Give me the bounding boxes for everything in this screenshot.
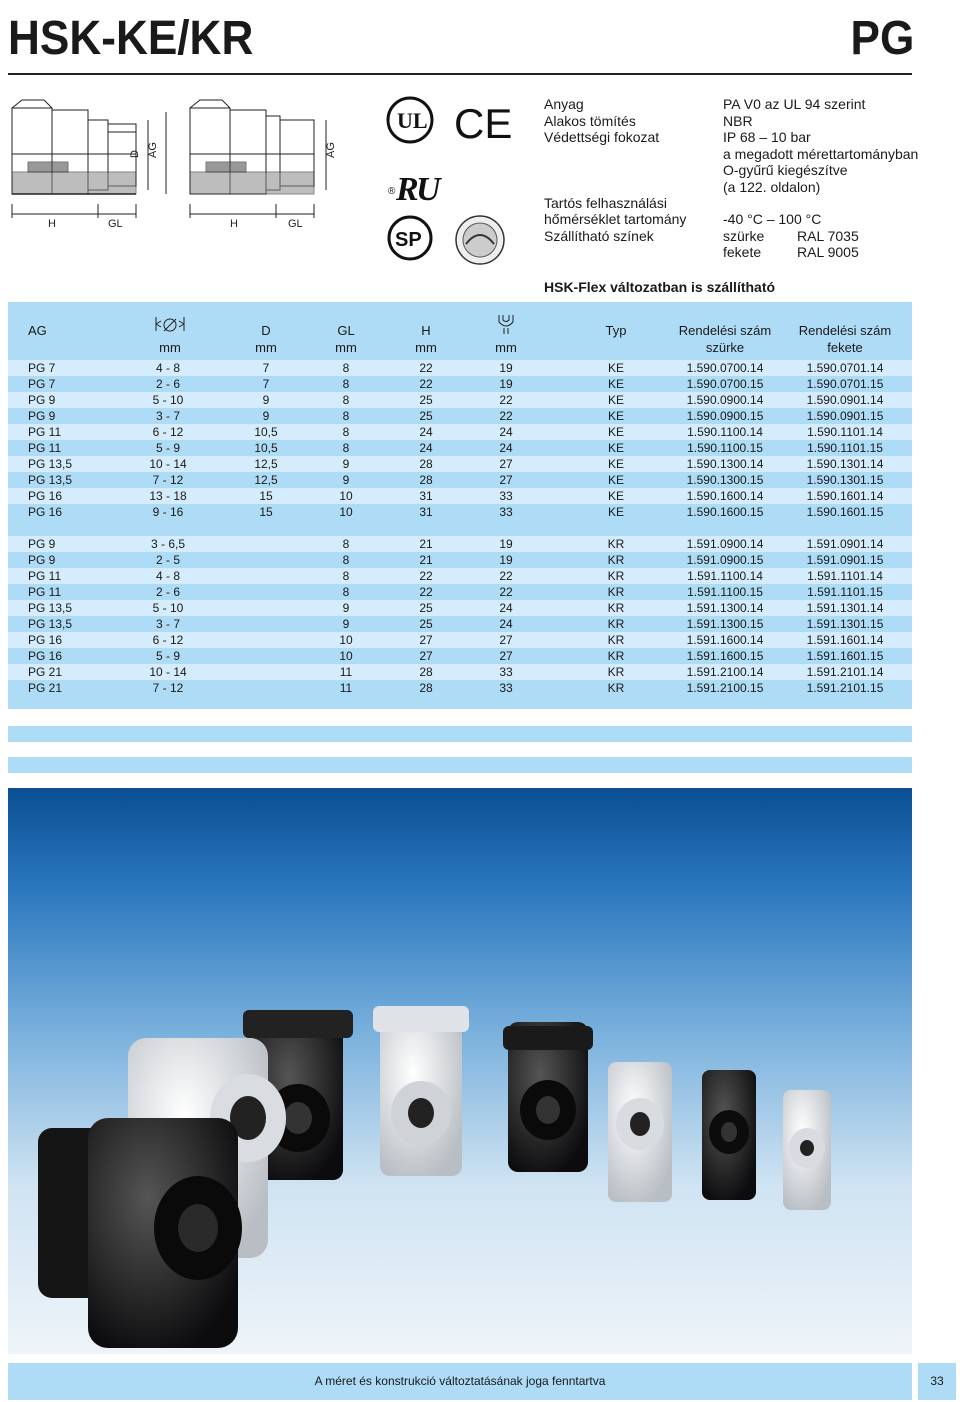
cell-typ: KE bbox=[607, 393, 624, 407]
spec-labels bbox=[544, 96, 686, 244]
color2-name: fekete bbox=[723, 244, 762, 260]
cell-wrench: 19 bbox=[499, 537, 513, 551]
col-subheader-grey: szürke bbox=[705, 340, 745, 355]
cell-ag: PG 16 bbox=[28, 649, 63, 663]
cell-order-black: 1.591.0901.14 bbox=[806, 537, 884, 551]
cell-typ: KE bbox=[607, 489, 624, 503]
cell-wrench: 22 bbox=[499, 569, 513, 583]
cell-gl: 11 bbox=[339, 665, 353, 679]
cell-h: 22 bbox=[419, 569, 433, 583]
cell-h: 28 bbox=[419, 457, 433, 471]
svg-text:U: U bbox=[416, 171, 441, 208]
cell-wrench: 33 bbox=[499, 665, 513, 679]
cell-wrench: 24 bbox=[499, 425, 513, 439]
cell-wrench: 24 bbox=[499, 601, 513, 615]
cell-ag: PG 11 bbox=[28, 569, 62, 583]
cell-order-black: 1.591.0901.15 bbox=[806, 553, 884, 567]
table-row bbox=[8, 568, 912, 584]
cell-h: 21 bbox=[419, 553, 433, 567]
cell-ag: PG 11 bbox=[28, 585, 62, 599]
cell-gl: 9 bbox=[342, 473, 350, 487]
col-unit-gl: mm bbox=[335, 340, 357, 355]
cell-h: 27 bbox=[419, 649, 433, 663]
col-header-gl: GL bbox=[337, 323, 355, 338]
cell-ag: PG 16 bbox=[28, 489, 63, 503]
table-row bbox=[8, 488, 912, 504]
table-row bbox=[8, 424, 912, 440]
marine-approval-seal-icon bbox=[456, 216, 504, 264]
cell-ag: PG 21 bbox=[28, 681, 63, 695]
cell-range: 10 - 14 bbox=[149, 457, 187, 471]
cell-range: 2 - 6 bbox=[155, 585, 180, 599]
cell-gl: 8 bbox=[342, 553, 350, 567]
csa-icon bbox=[389, 217, 431, 259]
cell-wrench: 22 bbox=[499, 393, 513, 407]
protection-note-2: O-gyűrű kiegészítve bbox=[723, 162, 848, 178]
cell-ag: PG 11 bbox=[28, 441, 62, 455]
cell-wrench: 24 bbox=[499, 617, 513, 631]
cell-gl: 9 bbox=[342, 617, 350, 631]
col-header-order-grey: Rendelési szám bbox=[678, 323, 772, 338]
cell-range: 5 - 10 bbox=[152, 601, 184, 615]
cell-h: 22 bbox=[419, 377, 433, 391]
cell-ag: PG 16 bbox=[28, 505, 63, 519]
cell-h: 21 bbox=[419, 537, 433, 551]
cell-h: 25 bbox=[419, 409, 433, 423]
cell-wrench: 19 bbox=[499, 361, 513, 375]
protection-note-1: a megadott mérettartományban bbox=[723, 145, 919, 162]
cell-order-black: 1.591.1301.14 bbox=[806, 601, 884, 615]
cell-order-black: 1.590.0901.15 bbox=[806, 409, 884, 423]
clamping-range-icon bbox=[152, 315, 188, 335]
cell-order-black: 1.590.1301.15 bbox=[806, 473, 884, 487]
cell-order-grey: 1.590.0900.14 bbox=[686, 393, 764, 407]
cell-ag: PG 13,5 bbox=[28, 473, 73, 487]
cell-typ: KE bbox=[607, 409, 624, 423]
cell-wrench: 33 bbox=[499, 489, 513, 503]
cell-ag: PG 21 bbox=[28, 665, 63, 679]
cell-typ: KE bbox=[607, 361, 624, 375]
cell-order-black: 1.590.1601.14 bbox=[806, 489, 884, 503]
cell-order-grey: 1.591.1100.15 bbox=[687, 585, 763, 599]
cell-order-grey: 1.590.1300.14 bbox=[686, 457, 764, 471]
dim-label-gl: GL bbox=[108, 218, 123, 230]
cell-order-grey: 1.591.1300.14 bbox=[686, 601, 764, 615]
flex-note: HSK-Flex változatban is szállítható bbox=[544, 279, 776, 295]
cell-gl: 8 bbox=[342, 377, 350, 391]
cell-h: 27 bbox=[419, 633, 433, 647]
cell-gl: 8 bbox=[342, 409, 350, 423]
table-row bbox=[8, 616, 912, 632]
table-row bbox=[8, 552, 912, 568]
cell-order-black: 1.590.0701.15 bbox=[806, 377, 884, 391]
ce-icon bbox=[454, 100, 512, 147]
table-row bbox=[8, 584, 912, 600]
cell-gl: 8 bbox=[342, 425, 350, 439]
cell-h: 22 bbox=[419, 585, 433, 599]
cell-range: 7 - 12 bbox=[152, 473, 184, 487]
material-value: PA V0 az UL 94 szerint bbox=[723, 96, 866, 112]
cell-d: 12,5 bbox=[254, 473, 278, 487]
cell-gl: 10 bbox=[339, 649, 353, 663]
cell-d: 12,5 bbox=[254, 457, 278, 471]
cell-typ: KR bbox=[607, 537, 625, 551]
cell-d: 15 bbox=[259, 489, 273, 503]
cell-ag: PG 16 bbox=[28, 633, 63, 647]
cell-ag: PG 9 bbox=[28, 553, 56, 567]
cell-typ: KR bbox=[607, 633, 625, 647]
ur-icon bbox=[388, 171, 443, 208]
table-row bbox=[8, 456, 912, 472]
table-row bbox=[8, 392, 912, 408]
cell-d: 9 bbox=[262, 409, 270, 423]
dim-label-ag-kr: AG bbox=[325, 142, 337, 158]
cell-range: 4 - 8 bbox=[155, 361, 180, 375]
spec-values bbox=[723, 96, 918, 261]
cell-d: 10,5 bbox=[254, 425, 278, 439]
cell-wrench: 27 bbox=[499, 473, 513, 487]
cell-range: 9 - 16 bbox=[152, 505, 184, 519]
cell-gl: 8 bbox=[342, 537, 350, 551]
cell-gl: 9 bbox=[342, 601, 350, 615]
svg-text:UL: UL bbox=[397, 108, 428, 133]
cell-order-grey: 1.590.1600.15 bbox=[686, 505, 764, 519]
cable-glands-photo-icon bbox=[8, 788, 912, 1354]
cell-ag: PG 9 bbox=[28, 537, 56, 551]
footer-disclaimer: A méret és konstrukció változtatásának joga fenntartva bbox=[314, 1374, 606, 1388]
cell-order-black: 1.590.1101.15 bbox=[807, 441, 883, 455]
color2-code: RAL 9005 bbox=[797, 244, 859, 260]
cell-order-grey: 1.590.0900.15 bbox=[686, 409, 764, 423]
cell-range: 5 - 9 bbox=[155, 649, 180, 663]
cell-gl: 8 bbox=[342, 393, 350, 407]
cell-order-grey: 1.591.2100.15 bbox=[686, 681, 764, 695]
cell-wrench: 22 bbox=[499, 409, 513, 423]
color1-name: szürke bbox=[723, 227, 765, 244]
dim-label-gl-kr: GL bbox=[288, 218, 303, 230]
table-row bbox=[8, 360, 912, 376]
cell-range: 10 - 14 bbox=[149, 665, 187, 679]
cell-ag: PG 11 bbox=[28, 425, 62, 439]
svg-text:R: R bbox=[396, 171, 419, 208]
cell-ag: PG 13,5 bbox=[28, 457, 73, 471]
cell-gl: 8 bbox=[342, 569, 350, 583]
cell-typ: KE bbox=[607, 377, 624, 391]
cell-d: 9 bbox=[262, 393, 270, 407]
cell-order-grey: 1.591.1300.15 bbox=[686, 617, 764, 631]
cell-order-black: 1.591.1101.14 bbox=[807, 569, 883, 583]
col-header-d: D bbox=[261, 323, 271, 338]
cell-order-grey: 1.591.2100.14 bbox=[686, 665, 764, 679]
cell-wrench: 33 bbox=[499, 505, 513, 519]
cell-d: 7 bbox=[262, 377, 270, 391]
col-header-order-black: Rendelési szám bbox=[798, 323, 892, 338]
cell-wrench: 27 bbox=[499, 649, 513, 663]
page-title: HSK-KE/KR bbox=[8, 12, 254, 65]
cell-h: 25 bbox=[419, 617, 433, 631]
cell-d: 10,5 bbox=[254, 441, 278, 455]
cell-order-black: 1.590.1301.14 bbox=[806, 457, 884, 471]
table-row bbox=[8, 408, 912, 424]
table-row bbox=[8, 472, 912, 488]
svg-text:SP: SP bbox=[395, 229, 422, 251]
cell-order-grey: 1.591.0900.14 bbox=[686, 537, 764, 551]
svg-text:CE: CE bbox=[454, 100, 513, 147]
cell-ag: PG 7 bbox=[28, 361, 56, 375]
dim-label-ag: AG bbox=[147, 142, 159, 158]
cell-range: 5 - 9 bbox=[155, 441, 180, 455]
technical-drawing bbox=[8, 96, 338, 236]
cell-range: 2 - 6 bbox=[155, 377, 180, 391]
cell-order-grey: 1.591.0900.15 bbox=[686, 553, 764, 567]
cell-order-grey: 1.591.1600.14 bbox=[686, 633, 764, 647]
cell-order-grey: 1.590.1300.15 bbox=[686, 473, 764, 487]
col-unit-wrench: mm bbox=[495, 340, 517, 355]
cell-d: 7 bbox=[262, 361, 270, 375]
table-row bbox=[8, 632, 912, 648]
seal-value: NBR bbox=[723, 112, 753, 129]
cell-gl: 10 bbox=[339, 633, 353, 647]
cell-range: 6 - 12 bbox=[152, 633, 184, 647]
cell-h: 31 bbox=[419, 505, 433, 519]
cell-ag: PG 13,5 bbox=[28, 617, 73, 631]
cell-order-black: 1.591.2101.14 bbox=[806, 665, 884, 679]
page-number: 33 bbox=[930, 1374, 944, 1388]
cell-order-grey: 1.590.0700.15 bbox=[686, 377, 764, 391]
cell-typ: KR bbox=[607, 681, 625, 695]
cell-typ: KE bbox=[607, 505, 624, 519]
wrench-size-icon bbox=[494, 312, 518, 336]
cell-gl: 10 bbox=[339, 505, 353, 519]
svg-text:®: ® bbox=[388, 186, 396, 197]
cell-gl: 8 bbox=[342, 441, 350, 455]
dim-label-d: D bbox=[129, 150, 141, 158]
cell-wrench: 24 bbox=[499, 441, 513, 455]
cell-ag: PG 7 bbox=[28, 377, 56, 391]
cell-gl: 8 bbox=[342, 361, 350, 375]
table-row bbox=[8, 648, 912, 664]
cell-order-black: 1.591.1301.15 bbox=[806, 617, 884, 631]
cell-typ: KR bbox=[607, 665, 625, 679]
cell-typ: KE bbox=[607, 441, 624, 455]
protection-label: Védettségi fokozat bbox=[544, 129, 660, 145]
cell-range: 4 - 8 bbox=[155, 569, 180, 583]
cell-order-black: 1.591.1601.14 bbox=[806, 633, 884, 647]
cell-gl: 11 bbox=[339, 681, 353, 695]
cell-range: 6 - 12 bbox=[152, 425, 184, 439]
temperature-label-1: Tartós felhasználási bbox=[544, 194, 667, 211]
cell-order-black: 1.590.0701.14 bbox=[806, 361, 884, 375]
color1-code: RAL 7035 bbox=[797, 227, 859, 244]
temperature-label-2: hőmérséklet tartomány bbox=[544, 211, 687, 227]
ul-icon bbox=[388, 98, 432, 142]
cell-order-grey: 1.591.1600.15 bbox=[686, 649, 764, 663]
cell-order-black: 1.590.1101.14 bbox=[807, 425, 883, 439]
cell-order-grey: 1.590.1100.15 bbox=[687, 441, 763, 455]
cell-order-grey: 1.590.0700.14 bbox=[686, 361, 764, 375]
cell-order-black: 1.591.1101.15 bbox=[807, 585, 883, 599]
cell-typ: KR bbox=[607, 601, 625, 615]
cell-typ: KR bbox=[607, 553, 625, 567]
col-unit-h: mm bbox=[415, 340, 437, 355]
cell-ag: PG 13,5 bbox=[28, 601, 73, 615]
cell-h: 24 bbox=[419, 441, 433, 455]
cell-order-black: 1.590.1601.15 bbox=[806, 505, 884, 519]
cell-wrench: 19 bbox=[499, 553, 513, 567]
cell-range: 3 - 7 bbox=[155, 409, 180, 423]
cell-order-grey: 1.590.1600.14 bbox=[686, 489, 764, 503]
cell-h: 28 bbox=[419, 473, 433, 487]
col-header-ag: AG bbox=[28, 323, 47, 338]
table-row bbox=[8, 376, 912, 392]
table-row bbox=[8, 600, 912, 616]
cell-d: 15 bbox=[259, 505, 273, 519]
cell-h: 24 bbox=[419, 425, 433, 439]
cell-range: 3 - 6,5 bbox=[150, 537, 186, 551]
cell-wrench: 19 bbox=[499, 377, 513, 391]
cell-h: 22 bbox=[419, 361, 433, 375]
cell-ag: PG 9 bbox=[28, 409, 56, 423]
colors-label: Szállítható színek bbox=[544, 227, 654, 244]
thread-type-label: PG bbox=[850, 12, 914, 65]
cell-range: 5 - 10 bbox=[152, 393, 184, 407]
cell-h: 28 bbox=[419, 665, 433, 679]
cell-order-grey: 1.590.1100.14 bbox=[687, 425, 763, 439]
cell-range: 3 - 7 bbox=[155, 617, 180, 631]
cell-order-grey: 1.591.1100.14 bbox=[687, 569, 763, 583]
cell-typ: KE bbox=[607, 425, 624, 439]
protection-note-3: (a 122. oldalon) bbox=[723, 178, 821, 195]
table-row bbox=[8, 680, 912, 696]
cell-gl: 9 bbox=[342, 457, 350, 471]
cell-order-black: 1.590.0901.14 bbox=[806, 393, 884, 407]
table-row bbox=[8, 536, 912, 552]
col-unit-d: mm bbox=[255, 340, 277, 355]
cell-order-black: 1.591.1601.15 bbox=[806, 649, 884, 663]
cell-gl: 10 bbox=[339, 489, 353, 503]
table-bottom-stripe bbox=[8, 757, 912, 773]
cell-typ: KE bbox=[607, 473, 624, 487]
cell-typ: KR bbox=[607, 649, 625, 663]
cell-typ: KR bbox=[607, 585, 625, 599]
cell-typ: KE bbox=[607, 457, 624, 471]
cell-range: 7 - 12 bbox=[152, 681, 184, 695]
cell-ag: PG 9 bbox=[28, 393, 56, 407]
cell-order-black: 1.591.2101.15 bbox=[806, 681, 884, 695]
cell-wrench: 27 bbox=[499, 457, 513, 471]
col-header-h: H bbox=[421, 323, 431, 338]
cell-h: 28 bbox=[419, 681, 433, 695]
cell-h: 31 bbox=[419, 489, 433, 503]
cell-gl: 8 bbox=[342, 585, 350, 599]
dim-label-h: H bbox=[48, 218, 56, 230]
cell-wrench: 27 bbox=[499, 633, 513, 647]
certification-logos bbox=[384, 94, 514, 274]
cell-h: 25 bbox=[419, 393, 433, 407]
cell-range: 13 - 18 bbox=[149, 489, 187, 503]
cell-typ: KR bbox=[607, 617, 625, 631]
table-row bbox=[8, 504, 912, 520]
cell-wrench: 22 bbox=[499, 585, 513, 599]
seal-label: Alakos tömítés bbox=[544, 112, 636, 129]
table-row bbox=[8, 440, 912, 456]
col-unit-range: mm bbox=[159, 340, 181, 355]
title-rule bbox=[8, 73, 912, 75]
dim-label-h-kr: H bbox=[230, 218, 238, 230]
cell-h: 25 bbox=[419, 601, 433, 615]
table-row bbox=[8, 664, 912, 680]
product-photo bbox=[8, 788, 912, 1354]
temperature-value: -40 °C – 100 °C bbox=[723, 211, 822, 227]
col-subheader-black: fekete bbox=[827, 340, 863, 355]
table-bottom-stripe bbox=[8, 726, 912, 742]
col-header-typ: Typ bbox=[605, 323, 627, 338]
cell-typ: KR bbox=[607, 569, 625, 583]
cell-range: 2 - 5 bbox=[155, 553, 180, 567]
protection-value: IP 68 – 10 bar bbox=[723, 129, 811, 145]
material-label: Anyag bbox=[544, 96, 584, 112]
cell-wrench: 33 bbox=[499, 681, 513, 695]
